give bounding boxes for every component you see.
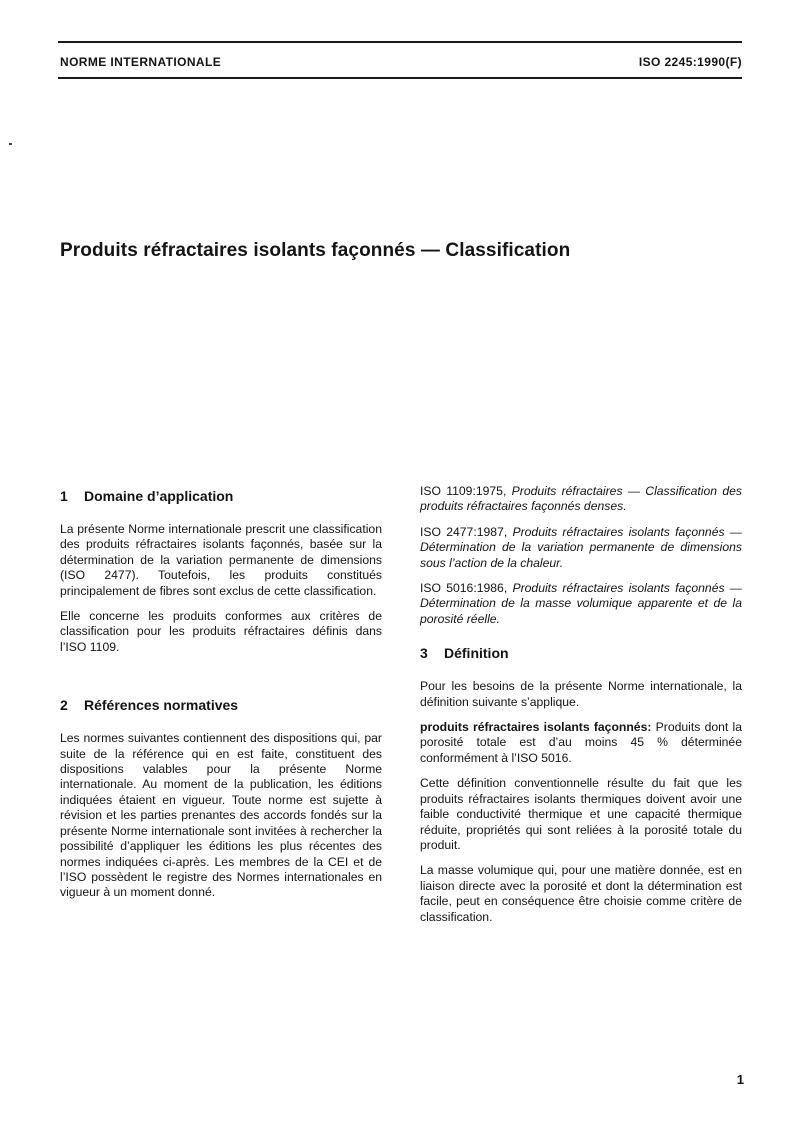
reference-code: ISO 1109:1975, bbox=[420, 484, 507, 498]
section-3-paragraph-3: La masse volumique qui, pour une matière donnée, est en liaison directe avec la porosité et dont la détermination est facile, peut en conséquence être choisie comme critère de classification. bbox=[420, 863, 742, 924]
section-2-number: 2 bbox=[60, 697, 68, 714]
section-3-number: 3 bbox=[420, 645, 428, 662]
section-3-title: Définition bbox=[444, 645, 509, 662]
definition-paragraph bbox=[420, 720, 742, 766]
section-1-paragraph-1: La présente Norme internationale prescrit une classification des produits réfractaires isolants façonnés, basée sur la détermination de la variation permanente de dimensions (ISO 2477). Toutefois, les produits constitués principalement de fibres sont exclus de cette classification. bbox=[60, 522, 382, 598]
section-2-paragraph-1: Les normes suivantes contiennent des dispositions qui, par suite de la référence qui en est faite, constituent des dispositions valables pour la présente Norme internationale. Au moment de la publication, les éditions indiquées étaient en vigueur. Toute norme est sujette à révision et les parties prenantes des accords fondés sur la présente Norme internationale sont invitées à rechercher la possibilité d’appliquer les éditions les plus récentes des normes indiquées ci-après. Les membres de la CEI et de l’ISO possèdent le registre des Normes internationales en vigueur à un moment donné. bbox=[60, 731, 382, 900]
section-1-heading bbox=[60, 487, 382, 505]
definition-term: produits réfractaires isolants façonnés: bbox=[420, 720, 652, 735]
header-standard-number: ISO 2245:1990(F) bbox=[638, 55, 742, 69]
reference-code: ISO 5016:1986, bbox=[420, 581, 508, 596]
scan-speck bbox=[9, 143, 12, 145]
reference-title: Produits réfractaires — Classification des produits réfractaires façonnés denses. bbox=[420, 484, 742, 514]
section-1-number: 1 bbox=[60, 488, 68, 504]
reference-title: Produits réfractaires isolants façonnés — Détermination de la masse volumique apparente et de la porosité réelle. bbox=[420, 581, 742, 626]
section-2-heading bbox=[60, 696, 382, 714]
reference-item bbox=[420, 581, 742, 627]
reference-code: ISO 2477:1987, bbox=[420, 524, 508, 539]
section-3-paragraph-2: Cette définition conventionnelle résulte du fait que les produits réfractaires isolants thermiques doivent avoir une faible conductivité thermique et une capacité thermique réduite, propriétés qui sont reliées à la porosité totale du produit. bbox=[420, 776, 742, 852]
right-column bbox=[420, 484, 742, 925]
section-1-title: Domaine d’application bbox=[84, 488, 234, 504]
section-3-heading bbox=[420, 644, 742, 662]
section-2-title: Références normatives bbox=[84, 697, 239, 714]
section-3-paragraph-1: Pour les besoins de la présente Norme internationale, la définition suivante s’applique. bbox=[420, 679, 742, 709]
section-1-paragraph-2: Elle concerne les produits conformes aux critères de classification pour les produits réfractaires définis dans l’ISO 1109. bbox=[60, 609, 382, 654]
reference-item bbox=[420, 484, 742, 515]
reference-title: Produits réfractaires isolants façonnés — Détermination de la variation permanente de dimensions sous l’action de la chaleur. bbox=[420, 524, 742, 570]
header-bottom-rule bbox=[58, 77, 742, 79]
page-number: 1 bbox=[736, 1072, 744, 1087]
header-top-rule bbox=[58, 41, 742, 43]
reference-item bbox=[420, 525, 742, 571]
document-title: Produits réfractaires isolants façonnés — Classification bbox=[60, 240, 571, 261]
definition-text: Produits dont la porosité totale est d’au moins 45 % déterminée conformément à l’ISO 5016. bbox=[420, 720, 742, 765]
left-column bbox=[60, 487, 382, 901]
header-standard-type: NORME INTERNATIONALE bbox=[60, 55, 222, 69]
